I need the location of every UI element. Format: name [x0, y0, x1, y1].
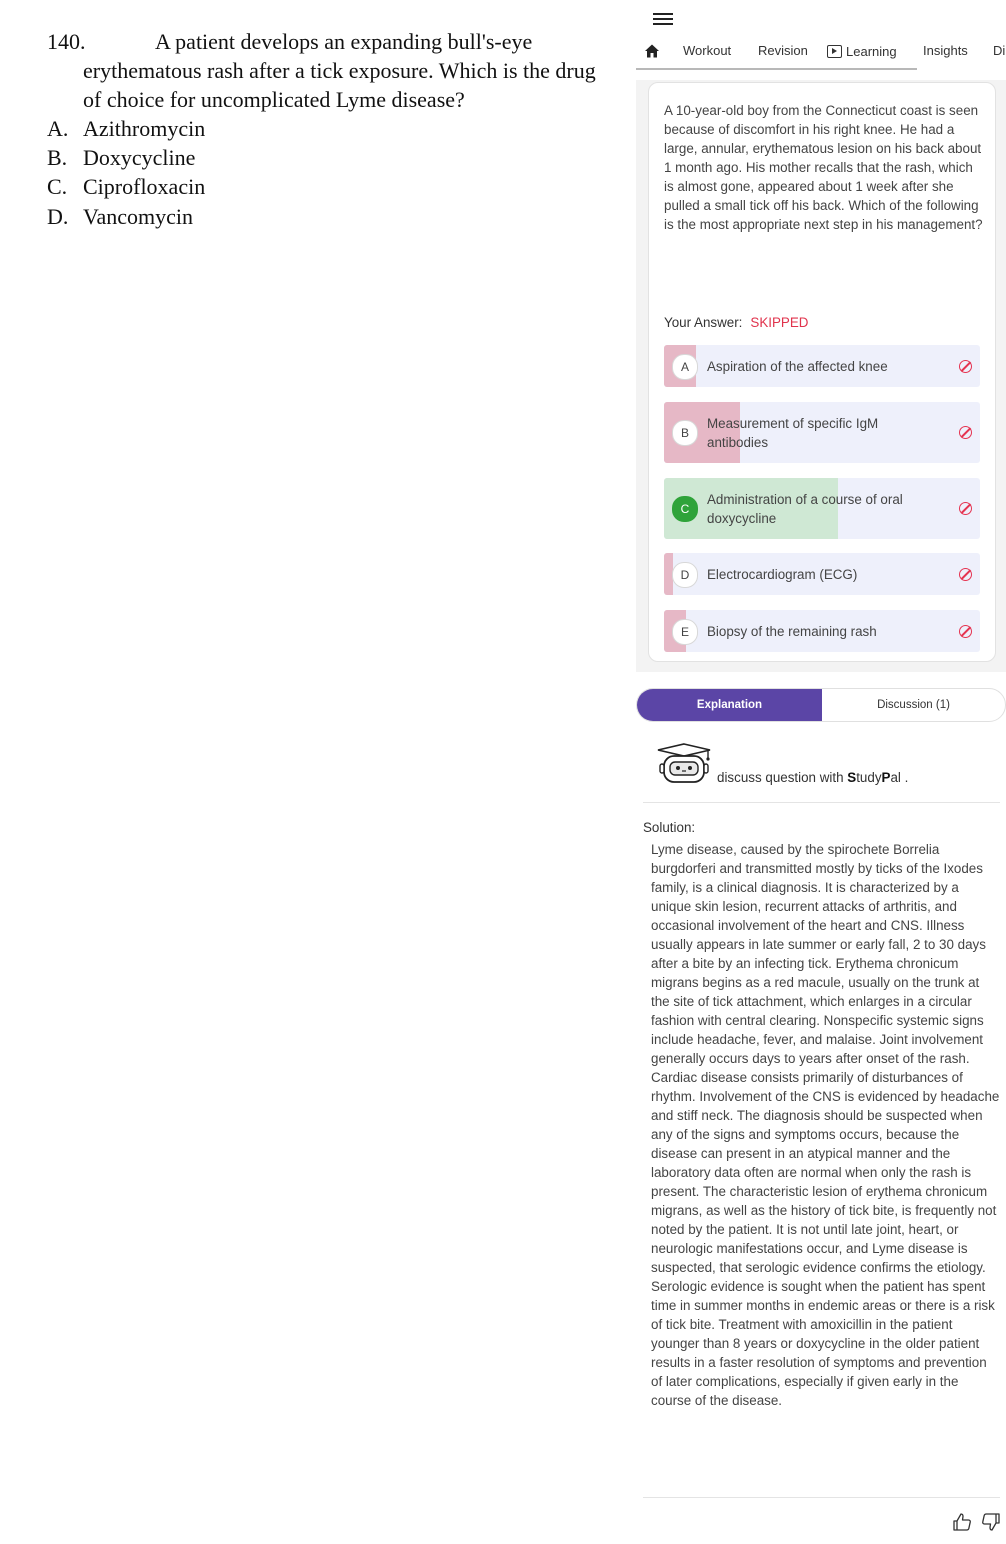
option-a	[47, 114, 205, 143]
option-b	[47, 143, 195, 172]
tab-revision[interactable]: Revision	[758, 43, 808, 58]
studypal-tudy: tudy	[856, 770, 882, 785]
ban-icon	[959, 568, 972, 581]
explanation-tab[interactable]: Explanation	[637, 689, 822, 721]
choice-letter: A	[672, 354, 698, 380]
studypal-prefix: discuss question with	[717, 770, 848, 785]
explanation-discussion-toggle	[636, 688, 1006, 722]
question-panel	[636, 0, 1006, 1544]
option-letter: C.	[47, 174, 68, 199]
choice-a[interactable]	[664, 345, 980, 387]
your-answer-label: Your Answer:	[664, 315, 743, 330]
question-number: 140.	[47, 29, 86, 54]
tab-learning-label: Learning	[846, 44, 897, 59]
choice-b[interactable]	[664, 402, 980, 463]
play-icon	[827, 45, 842, 58]
choice-e[interactable]	[664, 610, 980, 652]
choice-letter: B	[672, 420, 698, 446]
option-c	[47, 172, 205, 201]
your-answer	[664, 315, 808, 330]
option-letter: A.	[47, 116, 69, 141]
divider	[643, 802, 1000, 803]
question-card	[648, 82, 996, 662]
studypal-s: S	[847, 770, 857, 785]
ban-icon	[959, 360, 972, 373]
solution-text: Lyme disease, caused by the spirochete Borrelia burgdorferi and transmitted mostly by ticks of the Ixodes family, is a clinical diagnosis. It is characterized by a unique skin lesion, recurrent attacks of arthritis, and occasional involvement of the heart and CNS. Illness usually appears in late summer or early fall, 2 to 30 days after a bite by an infecting tick. Erythema chronicum migrans begins as a red macule, usually on the trunk at the site of tick attachment, which enlarges in a circular fashion with central clearing. Nonspecific systemic signs include headache, fever, and malaise. Joint involvement generally occurs days to years after onset of the rash. Cardiac disease consists primarily of disturbances of rhythm. Involvement of the CNS is evidenced by headache and stiff neck. The diagnosis should be suspected when any of the signs and symptoms occurs, because the disease can present in an atypical manner and the laboratory data often are normal when only the rash is present. The characteristic lesion of erythema chronicum migrans, as well as the history of tick bite, is frequently not noted by the patient. It is not until late joint, heart, or neurologic manifestations occur, and Lyme disease is suspected, that serologic evidence confirms the etiology. Serologic evidence is sought when the patient has spent time in summer months in endemic areas or there is a risk of tick bite. Treatment with amoxicillin in the patient younger than 8 years or doxycycline in the older patient results in a faster resolution of symptoms and prevention of later complications, especially if given early in the course of the disease.	[651, 842, 1000, 1408]
option-letter: B.	[47, 145, 68, 170]
thumbs-up-icon[interactable]	[952, 1512, 972, 1532]
option-text: Doxycycline	[83, 145, 196, 170]
divider	[643, 1497, 1000, 1498]
ban-icon	[959, 625, 972, 638]
question-text: A patient develops an expanding bull's-eye erythematous rash after a tick exposure. Which is the drug of choice for uncomplicated Lyme disease?	[83, 29, 596, 112]
choice-c[interactable]	[664, 478, 980, 539]
choice-text: Measurement of specific IgM antibodies	[707, 416, 879, 450]
studypal-robot-icon[interactable]	[656, 742, 712, 786]
choice-d[interactable]	[664, 553, 980, 595]
tab-learning[interactable]	[827, 43, 897, 59]
discussion-tab[interactable]: Discussion (1)	[877, 699, 950, 711]
ban-icon	[959, 502, 972, 515]
option-text: Vancomycin	[83, 204, 193, 229]
question-stem: A 10-year-old boy from the Connecticut coast is seen because of discomfort in his right knee. He had a large, annular, erythematous lesion on his back about 1 month ago. His mother recalls that the rash, which is almost gone, appeared about 1 week after she pulled a small tick off his back. Which of the following is the most appropriate next step in his management?	[664, 103, 983, 232]
option-text: Ciprofloxacin	[83, 174, 206, 199]
choice-text: Administration of a course of oral doxycycline	[707, 492, 903, 526]
home-icon[interactable]	[644, 43, 660, 59]
studypal-link[interactable]	[717, 770, 908, 785]
tab-workout[interactable]: Workout	[683, 43, 732, 58]
menu-icon[interactable]	[653, 10, 673, 28]
option-d	[47, 202, 193, 231]
nav-tabs	[636, 38, 1006, 70]
choice-text: Aspiration of the affected knee	[707, 359, 888, 374]
thumbs-down-icon[interactable]	[981, 1512, 1001, 1532]
your-answer-status: SKIPPED	[750, 315, 809, 330]
option-text: Azithromycin	[83, 116, 206, 141]
tab-scroll-indicator	[636, 68, 917, 70]
choice-text: Biopsy of the remaining rash	[707, 624, 877, 639]
studypal-al: al .	[890, 770, 909, 785]
studypal-p: P	[881, 770, 891, 785]
tab-discussion[interactable]: Di	[993, 43, 1006, 58]
tab-insights[interactable]: Insights	[923, 43, 968, 58]
choice-text: Electrocardiogram (ECG)	[707, 567, 858, 582]
option-letter: D.	[47, 204, 69, 229]
solution-label: Solution:	[643, 820, 696, 835]
choice-letter: D	[672, 562, 698, 588]
ban-icon	[959, 426, 972, 439]
choice-letter: E	[672, 619, 698, 645]
choice-letter: C	[672, 496, 698, 522]
